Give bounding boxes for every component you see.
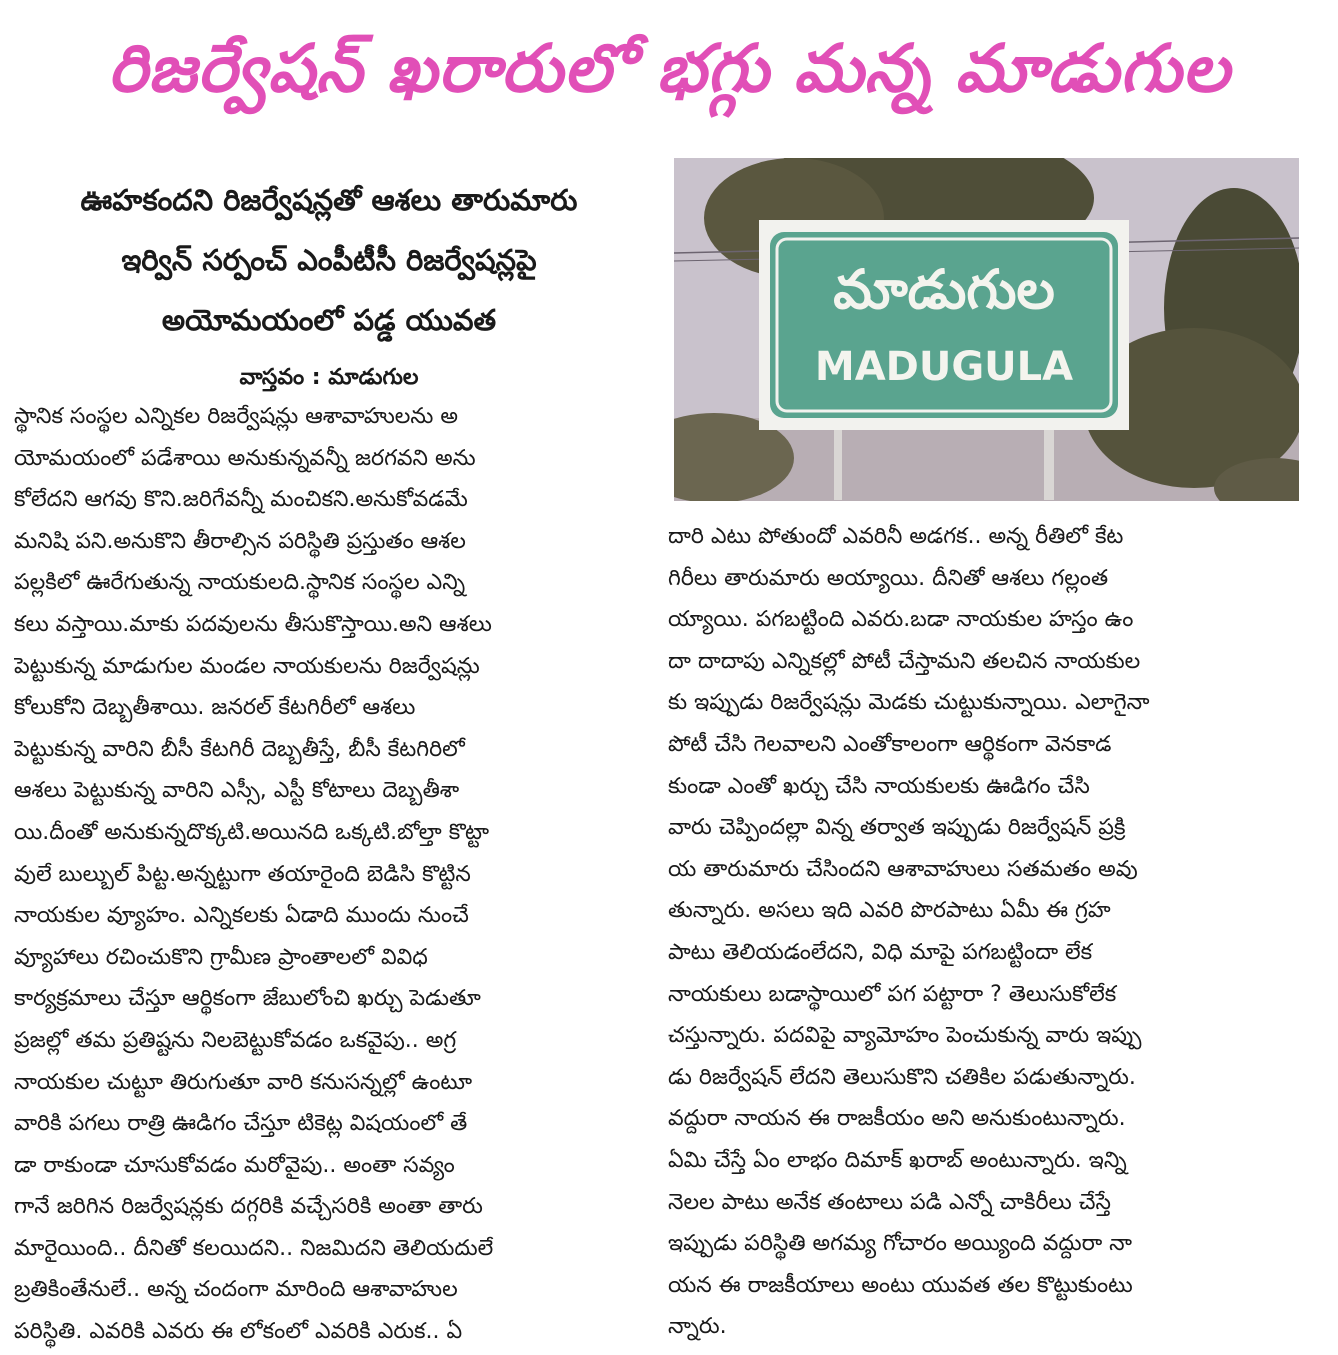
article-line: నాయకులు బడాస్థాయిలో పగ పట్టారా ? తెలుసుకోలేక — [668, 981, 1117, 1007]
article-line: గిరీలు తారుమారు అయ్యాయి. దీనితో ఆశలు గల్లంత — [668, 565, 1109, 591]
article-line: పోటీ చేసి గెలవాలని ఎంతోకాలంగా ఆర్థికంగా వెనకాడ — [668, 731, 1112, 757]
article-line: వులే బుల్బుల్ పిట్ట.అన్నట్టుగా తయారైంది బెడిసి కొట్టిన — [14, 861, 471, 887]
article-line: కోలేదని ఆగవు కొని.జరిగేవన్నీ మంచికని.అనుకోవడమే — [14, 487, 468, 513]
subheading-1: ఊహకందని రిజర్వేషన్లతో ఆశలు తారుమారు — [80, 183, 578, 217]
article-left-column — [14, 396, 642, 1353]
article-line: ఇప్పుడు పరిస్థితి అగమ్య గోచారం అయ్యింది వద్దురా నా — [668, 1231, 1133, 1257]
article-line: మనిషి పని.అనుకొని తీరాల్సిన పరిస్థితి ప్రస్తుతం ఆశల — [14, 528, 466, 554]
article-line: దా దాదాపు ఎన్నికల్లో పోటీ చేస్తామని తలచిన నాయకుల — [668, 648, 1141, 674]
article-line: కు ఇప్పుడు రిజర్వేషన్లు మెడకు చుట్టుకున్నాయి. ఎలాగైనా — [668, 690, 1150, 716]
article-line: యోమయంలో పడేశాయి అనుకున్నవన్నీ జరగవని అను — [14, 445, 476, 471]
article-right-column — [668, 516, 1298, 1348]
article-line: యి.దీంతో అనుకున్నదొక్కటి.అయినది ఒక్కటి.బోల్తా కొట్టా — [14, 819, 490, 845]
sign-telugu-text: మాడుగుల — [833, 258, 1055, 321]
article-line: కార్యక్రమాలు చేస్తూ ఆర్థికంగా జేబులోంచి ఖర్చు పెడుతూ — [14, 986, 481, 1012]
article-line: యన ఈ రాజకీయాలు అంటు యువత తల కొట్టుకుంటు — [668, 1272, 1133, 1298]
article-line: నాయకుల వ్యూహం. ఎన్నికలకు ఏడాది ముందు నుంచే — [14, 903, 469, 929]
subheadings — [14, 170, 644, 350]
article-line: నెలల పాటు అనేక తంటాలు పడి ఎన్నో చాకిరీలు చేస్తే — [668, 1189, 1111, 1215]
article-line: పరిస్థితి. ఎవరికి ఎవరు ఈ లోకంలో ఎవరికి ఎరుక.. ఏ — [14, 1319, 463, 1345]
article-line: న్నారు. — [668, 1314, 727, 1340]
madugula-signboard-photo — [674, 158, 1299, 501]
sign-english-text: MADUGULA — [814, 344, 1074, 390]
subheading-2: ఇర్విన్ సర్పంచ్ ఎంపీటీసీ రిజర్వేషన్లపై — [121, 243, 537, 277]
article-line: పల్లకిలో ఊరేగుతున్న నాయకులది.స్థానిక సంస్థల ఎన్ని — [14, 570, 466, 596]
article-line: నాయకుల చుట్టూ తిరుగుతూ వారి కనుసన్నల్లో ఉంటూ — [14, 1069, 473, 1095]
article-line: ఆశలు పెట్టుకున్న వారిని ఎస్సీ, ఎస్టీ కోటాలు దెబ్బతీశా — [14, 778, 460, 804]
article-line: వారికి పగలు రాత్రి ఊడిగం చేస్తూ టికెట్ల విషయంలో తే — [14, 1111, 468, 1137]
article-line: వద్దురా నాయన ఈ రాజకీయం అని అనుకుంటున్నారు. — [668, 1106, 1126, 1132]
article-line: పెట్టుకున్న వారిని బీసీ కేటగిరీ దెబ్బతీస్తే, బీసీ కేటగిరిలో — [14, 736, 465, 762]
article-line: దారి ఎటు పోతుందో ఎవరినీ అడగక.. అన్న రీతిలో కేట — [668, 524, 1124, 549]
article-line: కోలుకోని దెబ్బతీశాయి. జనరల్ కేటగిరీలో ఆశలు — [14, 695, 416, 721]
article-line: స్థానిక సంస్థల ఎన్నికల రిజర్వేషన్లు ఆశావాహులను అ — [14, 404, 458, 429]
article-line: ప్రజల్లో తమ ప్రతిష్టను నిలబెట్టుకోవడం ఒకవైపు.. అగ్ర — [14, 1027, 457, 1053]
dateline: వాస్తవం : మాడుగుల — [239, 365, 419, 390]
article-line: కుండా ఎంతో ఖర్చు చేసి నాయకులకు ఊడిగం చేసి — [668, 773, 1090, 799]
signboard-illustration — [674, 158, 1299, 501]
article-line: ఏమి చేస్తే ఏం లాభం దిమాక్ ఖరాబ్ అంటున్నారు. ఇన్ని — [668, 1147, 1127, 1173]
article-line: పెట్టుకున్న మాడుగుల మండల నాయకులను రిజర్వేషన్లు — [14, 653, 480, 679]
subheading-3: అయోమయంలో పడ్డ యువత — [161, 303, 497, 337]
article-line: య తారుమారు చేసిందని ఆశావాహులు సతమతం అవు — [668, 856, 1138, 882]
article-line: బ్రతికింతేనులే.. అన్న చందంగా మారింది ఆశావాహుల — [14, 1277, 458, 1303]
article-line: వారు చెప్పిందల్లా విన్న తర్వాత ఇప్పుడు రిజర్వేషన్ ప్రక్రి — [668, 815, 1126, 841]
article-line: తున్నారు. అసలు ఇది ఎవరి పొరపాటు ఏమీ ఈ గ్రహ — [668, 898, 1111, 924]
article-line: య్యాయి. పగబట్టింది ఎవరు.బడా నాయకుల హస్తం ఉం — [668, 607, 1134, 633]
article-line: వ్యూహాలు రచించుకొని గ్రామీణ ప్రాంతాలలో వివిధ — [14, 944, 428, 970]
article-line: పాటు తెలియడంలేదని, విధి మాపై పగబట్టిందా లేక — [668, 939, 1093, 965]
article-line: గానే జరిగిన రిజర్వేషన్లకు దగ్గరికి వచ్చేసరికి అంతా తారు — [14, 1194, 483, 1220]
article-line: డు రిజర్వేషన్ లేదని తెలుసుకొని చతికిల పడుతున్నారు. — [668, 1064, 1136, 1090]
article-line: మారైయింది.. దీనితో కలయిదని.. నిజమిదని తెలియదులే — [14, 1235, 494, 1261]
article-line: కలు వస్తాయి.మాకు పదవులను తీసుకొస్తాయి.అని ఆశలు — [14, 611, 492, 637]
article-line: చస్తున్నారు. పదవిపై వ్యామోహం పెంచుకున్న వారు ఇప్పు — [668, 1023, 1142, 1049]
article-line: డా రాకుండా చూసుకోవడం మరోవైపు.. అంతా సవ్యం — [14, 1152, 455, 1178]
headline: రిజర్వేషన్ ఖరారులో భగ్గు మన్న మాడుగుల — [108, 30, 1230, 107]
